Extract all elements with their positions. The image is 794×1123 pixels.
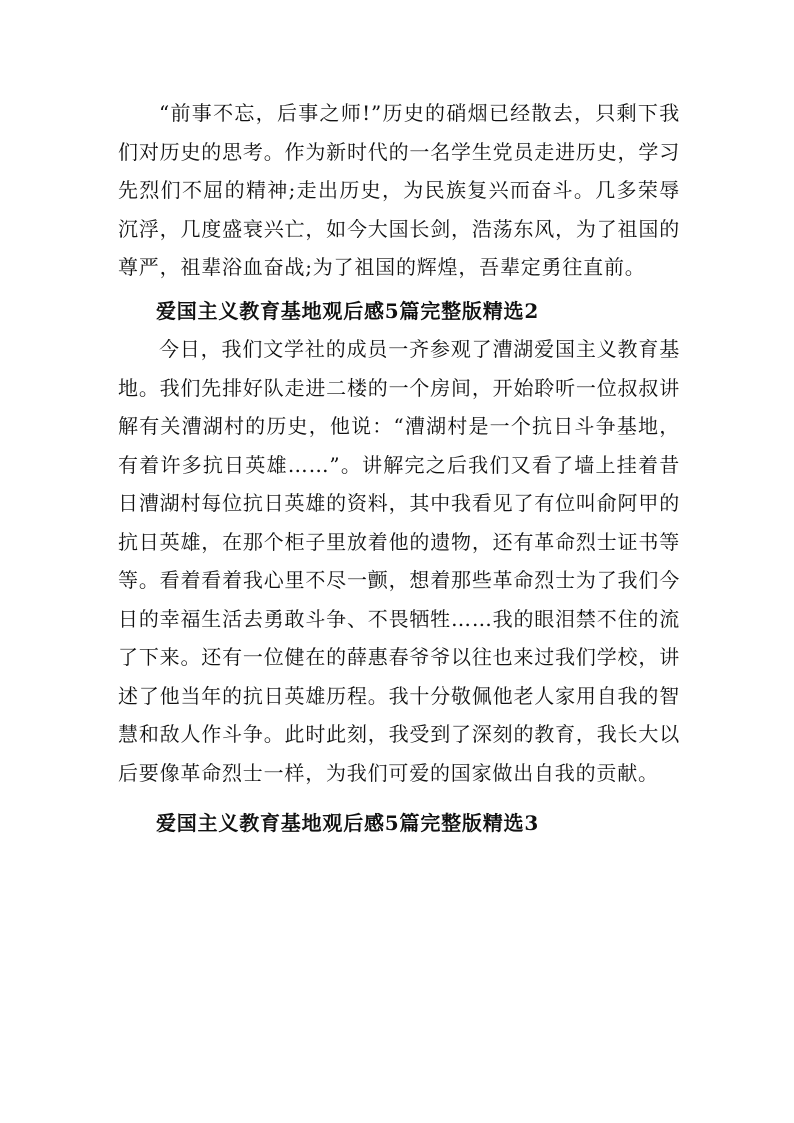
paragraph-1: “前事不忘，后事之师!”历史的硝烟已经散去，只剩下我们对历史的思考。作为新时代的一名学生党员走进历史，学习先烈们不屈的精神;走出历史，为民族复兴而奋斗。几多荣辱沉浮，几度盛衰兴亡，如今大国长剑，浩荡东风，为了祖国的尊严，祖辈浴血奋战;为了祖国的辉煌，吾辈定勇往直前。	[118, 101, 680, 279]
section-heading-2: 爱国主义教育基地观后感5篇完整版精选2	[156, 298, 540, 323]
document-body	[118, 94, 680, 843]
paragraph-2: 今日，我们文学社的成员一齐参观了漕湖爱国主义教育基地。我们先排好队走进二楼的一个房间，开始聆听一位叔叔讲解有关漕湖村的历史，他说：“漕湖村是一个抗日斗争基地，有着许多抗日英雄……”。讲解完之后我们又看了墙上挂着昔日漕湖村每位抗日英雄的资料，其中我看见了有位叫俞阿甲的抗日英雄，在那个柜子里放着他的遗物，还有革命烈士证书等等。看着看着我心里不尽一颤，想着那些革命烈士为了我们今日的幸福生活去勇敢斗争、不畏牺牲……我的眼泪禁不住的流了下来。还有一位健在的薛惠春爷爷以往也来过我们学校，讲述了他当年的抗日英雄历程。我十分敬佩他老人家用自我的智慧和敌人作斗争。此时此刻，我受到了深刻的教育，我长大以后要像革命烈士一样，为我们可爱的国家做出自我的贡献。	[118, 337, 680, 785]
section-heading-3: 爱国主义教育基地观后感5篇完整版精选3	[156, 811, 540, 835]
